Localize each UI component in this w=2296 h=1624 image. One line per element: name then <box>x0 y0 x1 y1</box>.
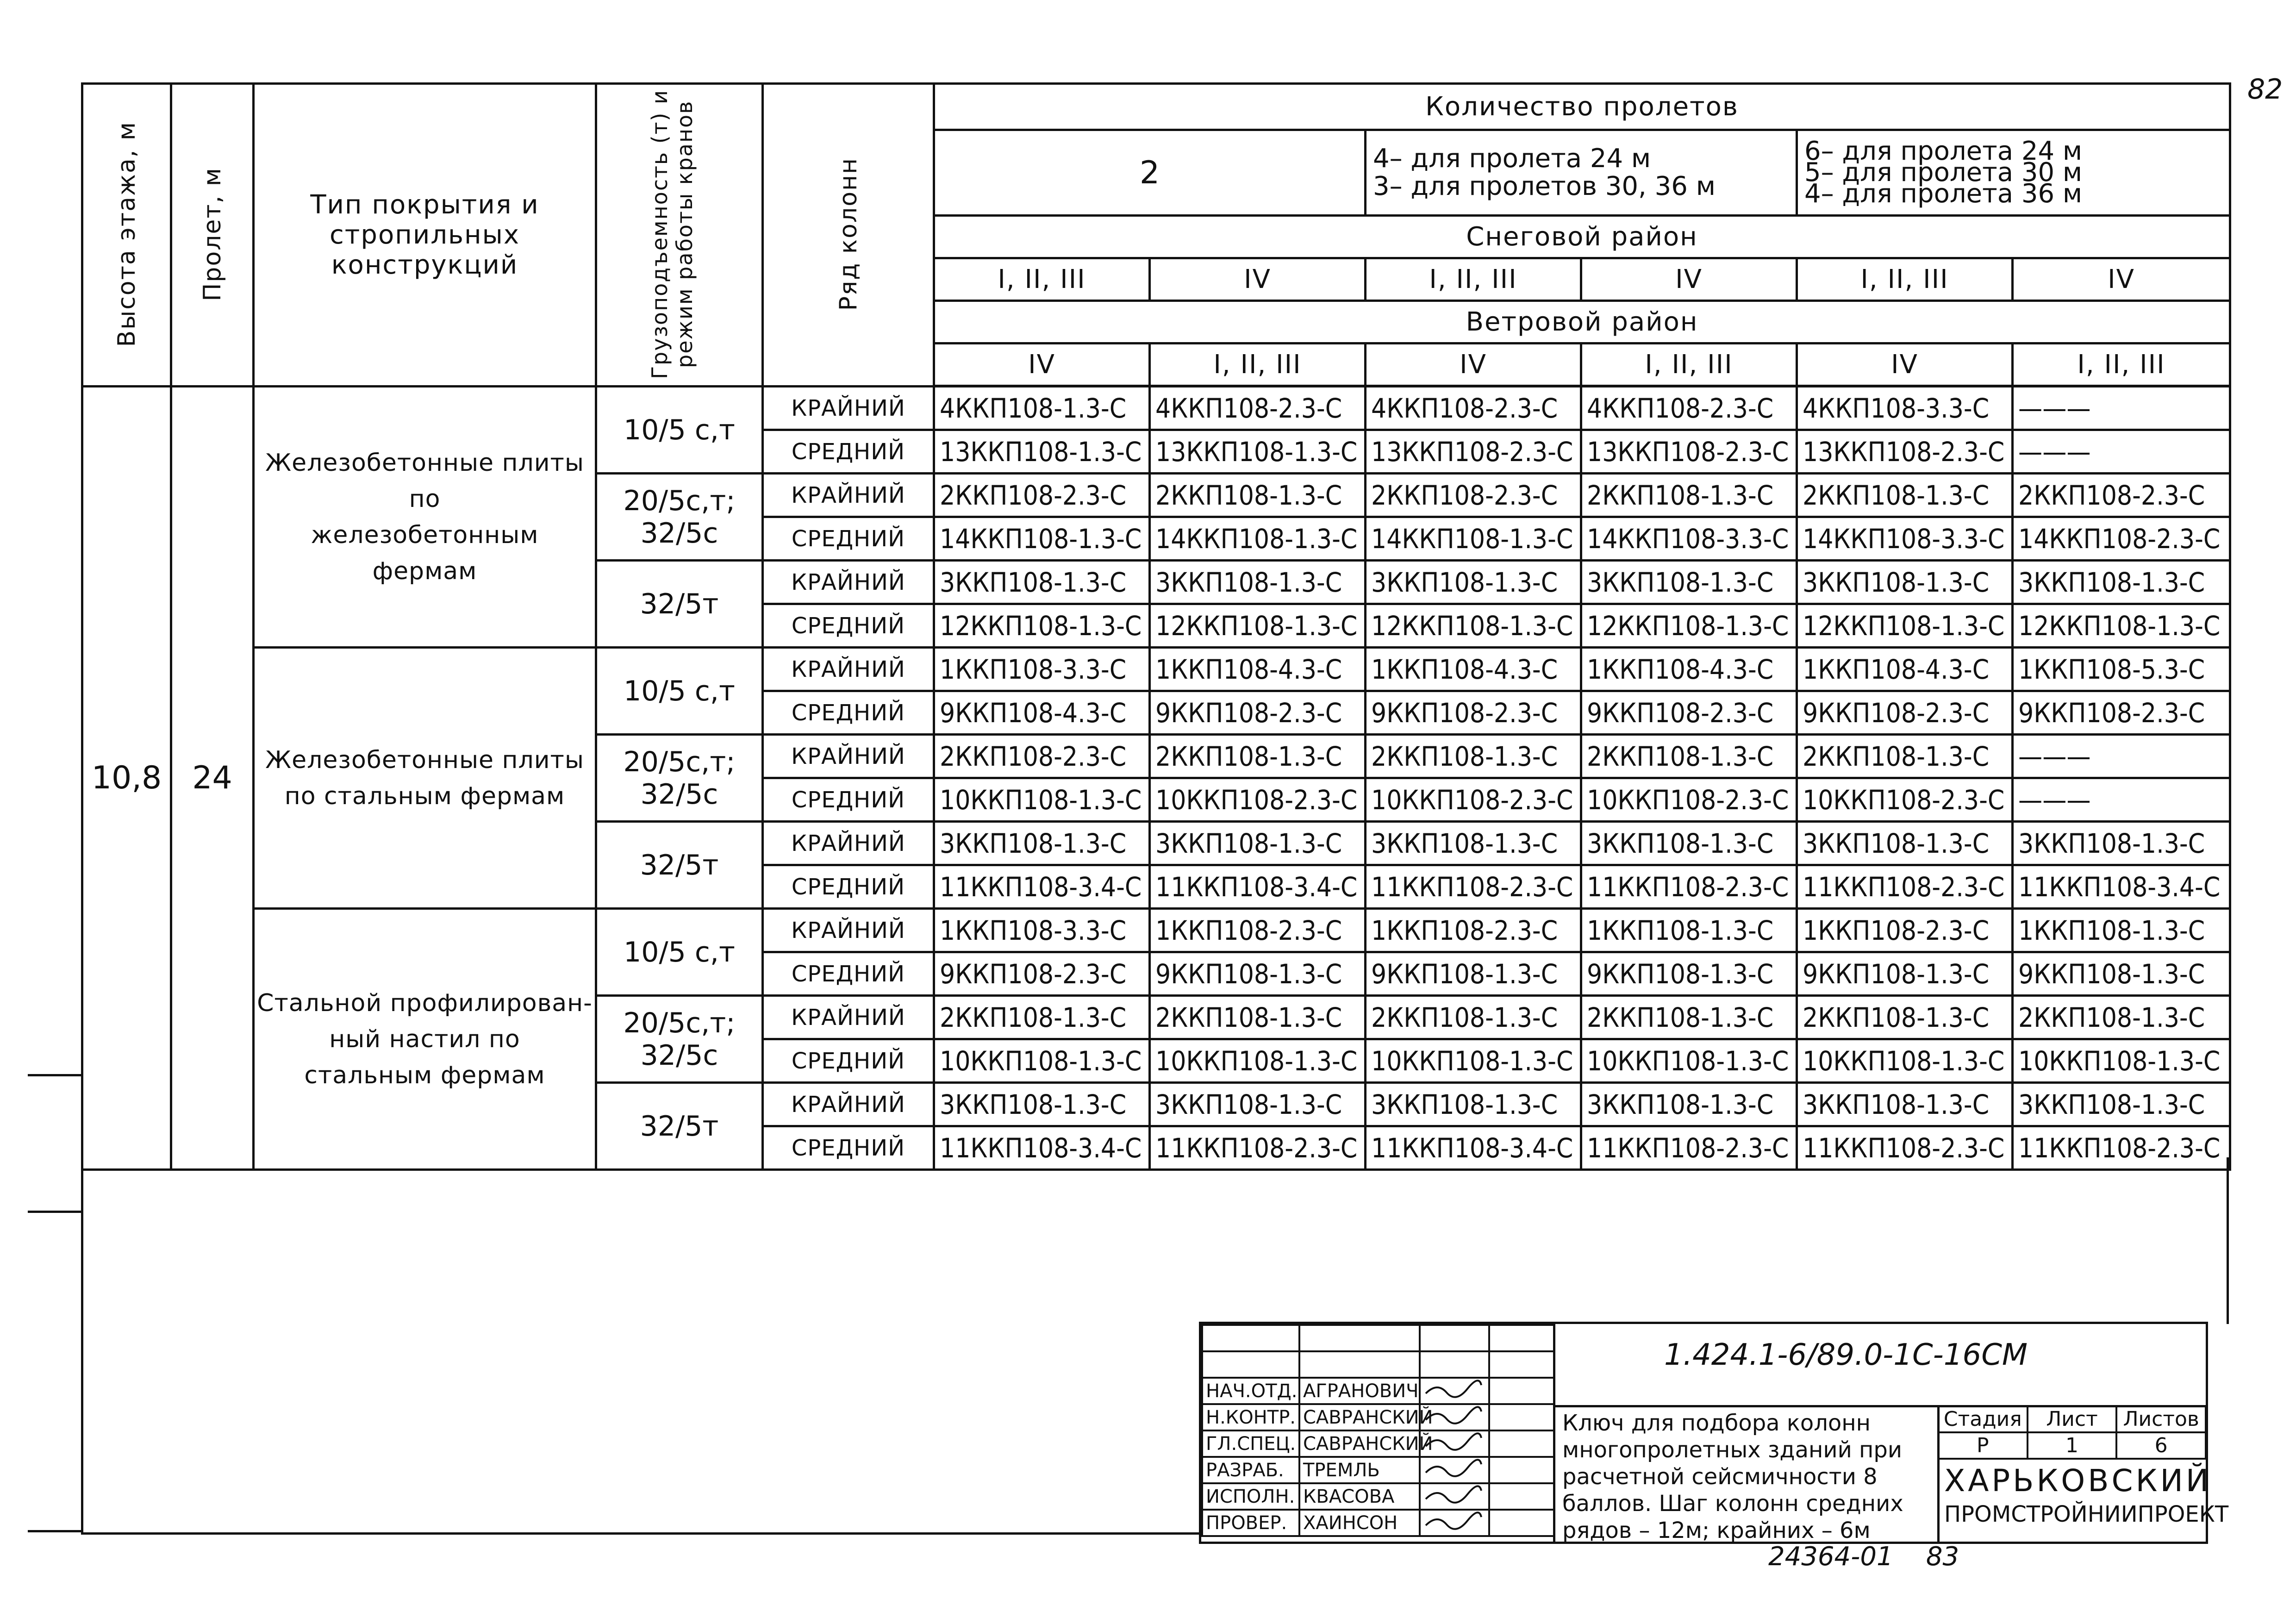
column-row-label: СРЕДНИЙ <box>763 1039 934 1083</box>
column-mark-cell: 14ККП108-1.3-С <box>1150 517 1366 561</box>
wind-region-4: I, II, III <box>1581 344 1797 386</box>
signature-row-empty <box>1202 1351 1554 1378</box>
signature-mark <box>1420 1457 1489 1483</box>
column-mark-cell: 9ККП108-2.3-С <box>1150 691 1366 735</box>
column-mark-cell: 2ККП108-1.3-С <box>1581 735 1797 778</box>
column-mark-cell: 11ККП108-3.4-С <box>934 1126 1150 1170</box>
signature-mark <box>1420 1404 1489 1430</box>
column-mark-cell: 10ККП108-1.3-С <box>934 1039 1150 1083</box>
cover-type-line: Железобетонные плиты <box>265 746 584 774</box>
signature-empty-cell <box>1420 1325 1489 1351</box>
column-row-label: КРАЙНИЙ <box>763 735 934 778</box>
column-mark-cell: 2ККП108-1.3-С <box>1366 735 1581 778</box>
signature-scribble <box>1423 1432 1484 1451</box>
column-mark-cell: 10ККП108-1.3-С <box>1366 1039 1581 1083</box>
wind-region-5: IV <box>1797 344 2013 386</box>
signature-name: ТРЕМЛЬ <box>1299 1457 1420 1483</box>
column-mark-cell: 1ККП108-2.3-С <box>1797 909 2013 952</box>
wind-region-2: I, II, III <box>1150 344 1366 386</box>
column-mark-cell: 12ККП108-1.3-С <box>1366 604 1581 648</box>
column-mark-cell: 1ККП108-2.3-С <box>1150 909 1366 952</box>
signature-date <box>1489 1430 1554 1457</box>
column-mark-cell: 2ККП108-2.3-С <box>1366 474 1581 517</box>
column-mark-cell: 2ККП108-1.3-С <box>1797 474 2013 517</box>
column-mark-cell: 4ККП108-2.3-С <box>1366 387 1581 430</box>
signature-role: Н.КОНТР. <box>1202 1404 1299 1430</box>
column-mark-cell: 2ККП108-1.3-С <box>1581 474 1797 517</box>
column-mark-cell: 14ККП108-2.3-С <box>2013 517 2230 561</box>
span-value: 24 <box>171 387 254 1170</box>
signature-mark <box>1420 1430 1489 1457</box>
signature-role: РАЗРАБ. <box>1202 1457 1299 1483</box>
stage-value: Р <box>1938 1432 2028 1459</box>
signature-name: АГРАНОВИЧ <box>1299 1378 1420 1404</box>
column-mark-cell: 4ККП108-3.3-С <box>1797 387 2013 430</box>
column-mark-cell: 10ККП108-2.3-С <box>1797 778 2013 822</box>
archive-number: 24364-01 83 <box>1768 1542 1959 1572</box>
column-mark-cell: 3ККП108-1.3-С <box>1581 1083 1797 1126</box>
header-column-row: Ряд колонн <box>763 84 934 387</box>
sheets-label: Листов <box>2116 1406 2206 1432</box>
signature-row <box>1202 1430 1554 1457</box>
drawing-description: Ключ для подбора колонн многопролетных зданий при расчетной сейсмичности 8 баллов. Шаг колонн средних рядов – 12м; крайних – 6м <box>1562 1410 1903 1543</box>
column-mark-cell: 9ККП108-2.3-С <box>934 952 1150 996</box>
column-row-label: СРЕДНИЙ <box>763 517 934 561</box>
column-mark-cell: 2ККП108-2.3-С <box>934 474 1150 517</box>
signature-name: САВРАНСКИЙ <box>1299 1430 1420 1457</box>
signature-date <box>1489 1510 1554 1536</box>
signature-row <box>1202 1404 1554 1430</box>
signature-row <box>1202 1457 1554 1483</box>
column-mark-cell: 2ККП108-2.3-С <box>2013 474 2230 517</box>
column-mark-cell: 3ККП108-1.3-С <box>1150 1083 1366 1126</box>
column-mark-cell: 9ККП108-2.3-С <box>2013 691 2230 735</box>
page-number: 82 <box>2247 73 2283 106</box>
snow-region-1: I, II, III <box>934 258 1150 301</box>
signature-empty-cell <box>1489 1325 1554 1351</box>
column-mark-cell: 9ККП108-1.3-С <box>2013 952 2230 996</box>
column-mark-cell: ——— <box>2013 387 2230 430</box>
column-mark-cell: 13ККП108-1.3-С <box>934 430 1150 474</box>
snow-region-5: I, II, III <box>1797 258 2013 301</box>
column-mark-cell: 14ККП108-3.3-С <box>1581 517 1797 561</box>
header-cover-type: Тип покрытия и стропильных конструкций <box>254 84 596 387</box>
column-mark-cell: 11ККП108-3.4-С <box>934 865 1150 909</box>
column-mark-cell: 2ККП108-1.3-С <box>1150 735 1366 778</box>
column-mark-cell: 3ККП108-1.3-С <box>1150 561 1366 604</box>
column-mark-cell: 9ККП108-4.3-С <box>934 691 1150 735</box>
signature-table <box>1201 1324 1555 1537</box>
column-row-label: КРАЙНИЙ <box>763 648 934 691</box>
column-mark-cell: 10ККП108-2.3-С <box>1150 778 1366 822</box>
column-mark-cell: 11ККП108-3.4-С <box>1150 865 1366 909</box>
signature-empty-cell <box>1489 1351 1554 1378</box>
signature-date <box>1489 1457 1554 1483</box>
signature-name: КВАСОВА <box>1299 1483 1420 1510</box>
header-group-2: 2 <box>934 130 1366 216</box>
signature-date <box>1489 1404 1554 1430</box>
column-mark-cell: 9ККП108-1.3-С <box>1797 952 2013 996</box>
crane-capacity: 10/5 с,т <box>596 387 763 474</box>
snow-region-6: IV <box>2013 258 2230 301</box>
column-mark-cell: 11ККП108-2.3-С <box>1581 865 1797 909</box>
column-row-label: КРАЙНИЙ <box>763 1083 934 1126</box>
column-mark-cell: 2ККП108-2.3-С <box>934 735 1150 778</box>
column-mark-cell: 2ККП108-1.3-С <box>2013 996 2230 1039</box>
column-mark-cell: 14ККП108-1.3-С <box>934 517 1150 561</box>
signature-empty-cell <box>1299 1351 1420 1378</box>
signature-name: ХАИНСОН <box>1299 1510 1420 1536</box>
signature-empty-cell <box>1202 1351 1299 1378</box>
column-row-label: КРАЙНИЙ <box>763 996 934 1039</box>
cover-type-line: по <box>409 485 441 513</box>
column-mark-cell: 1ККП108-1.3-С <box>1581 909 1797 952</box>
column-mark-cell: 3ККП108-1.3-С <box>1150 822 1366 865</box>
column-selection-table <box>81 82 2231 1171</box>
signature-scribble <box>1423 1459 1484 1477</box>
snow-region-2: IV <box>1150 258 1366 301</box>
column-row-label: КРАЙНИЙ <box>763 822 934 865</box>
signature-mark <box>1420 1378 1489 1404</box>
column-mark-cell: 4ККП108-2.3-С <box>1150 387 1366 430</box>
wind-region-3: IV <box>1366 344 1581 386</box>
crane-capacity: 20/5с,т; 32/5с <box>596 996 763 1083</box>
column-mark-cell: 3ККП108-1.3-С <box>1366 1083 1581 1126</box>
signature-date <box>1489 1483 1554 1510</box>
snow-region-3: I, II, III <box>1366 258 1581 301</box>
column-mark-cell: 2ККП108-1.3-С <box>1797 996 2013 1039</box>
column-mark-cell: 4ККП108-2.3-С <box>1581 387 1797 430</box>
column-mark-cell: 2ККП108-1.3-С <box>1150 474 1366 517</box>
signature-scribble <box>1423 1406 1484 1424</box>
column-mark-cell: ——— <box>2013 430 2230 474</box>
stage-table <box>1937 1405 2207 1460</box>
cover-type-line: железобетонным фермам <box>311 521 539 585</box>
column-mark-cell: 3ККП108-1.3-С <box>1581 822 1797 865</box>
signature-row <box>1202 1378 1554 1404</box>
cover-type-line: по стальным фермам <box>284 782 565 810</box>
column-mark-cell: 1ККП108-3.3-С <box>934 909 1150 952</box>
column-mark-cell: 3ККП108-1.3-С <box>1797 561 2013 604</box>
column-mark-cell: 9ККП108-2.3-С <box>1797 691 2013 735</box>
sheet-value: 1 <box>2028 1432 2117 1459</box>
signature-role: НАЧ.ОТД. <box>1202 1378 1299 1404</box>
header-wind-region: Ветровой район <box>934 301 2230 344</box>
column-mark-cell: 9ККП108-2.3-С <box>1366 691 1581 735</box>
column-mark-cell: 4ККП108-1.3-С <box>934 387 1150 430</box>
signature-name: САВРАНСКИЙ <box>1299 1404 1420 1430</box>
column-mark-cell: 3ККП108-1.3-С <box>934 1083 1150 1126</box>
column-mark-cell: 11ККП108-2.3-С <box>1797 1126 2013 1170</box>
column-mark-cell: 9ККП108-1.3-С <box>1150 952 1366 996</box>
column-row-label: СРЕДНИЙ <box>763 1126 934 1170</box>
column-row-label: КРАЙНИЙ <box>763 474 934 517</box>
column-mark-cell: 3ККП108-1.3-С <box>934 822 1150 865</box>
column-mark-cell: 1ККП108-2.3-С <box>1366 909 1581 952</box>
header-snow-region: Снеговой район <box>934 216 2230 258</box>
column-mark-cell: 9ККП108-1.3-С <box>1366 952 1581 996</box>
signature-empty-cell <box>1299 1325 1420 1351</box>
column-mark-cell: 3ККП108-1.3-С <box>2013 822 2230 865</box>
column-row-label: СРЕДНИЙ <box>763 778 934 822</box>
header-group-right: 6– для пролета 24 м 5– для пролета 30 м 4– для пролета 36 м <box>1797 130 2230 216</box>
column-mark-cell: ——— <box>2013 778 2230 822</box>
signature-scribble <box>1423 1485 1484 1504</box>
signature-mark <box>1420 1483 1489 1510</box>
signature-scribble <box>1423 1380 1484 1398</box>
column-mark-cell: 13ККП108-1.3-С <box>1150 430 1366 474</box>
header-crane: Грузоподъемность (т) и режим работы кранов <box>596 84 763 387</box>
column-mark-cell: 11ККП108-2.3-С <box>1366 865 1581 909</box>
column-mark-cell: 1ККП108-3.3-С <box>934 648 1150 691</box>
signature-empty-cell <box>1202 1325 1299 1351</box>
column-mark-cell: 11ККП108-2.3-С <box>1797 865 2013 909</box>
signature-date <box>1489 1378 1554 1404</box>
floor-height-value: 10,8 <box>82 387 171 1170</box>
signature-role: ИСПОЛН. <box>1202 1483 1299 1510</box>
organization-name: ХАРЬКОВСКИЙ ПРОМСТРОЙНИИПРОЕКТ <box>1944 1463 2229 1527</box>
column-mark-cell: 10ККП108-1.3-С <box>1581 1039 1797 1083</box>
crane-capacity: 20/5с,т; 32/5с <box>596 735 763 822</box>
column-mark-cell: 1ККП108-4.3-С <box>1581 648 1797 691</box>
snow-region-4: IV <box>1581 258 1797 301</box>
crane-capacity: 20/5с,т; 32/5с <box>596 474 763 561</box>
column-mark-cell: 3ККП108-1.3-С <box>1797 822 2013 865</box>
cover-type-line: ный настил по <box>329 1025 520 1053</box>
column-mark-cell: 10ККП108-1.3-С <box>934 778 1150 822</box>
cover-type-line: Стальной профилирован- <box>257 989 593 1017</box>
column-mark-cell: 12ККП108-1.3-С <box>1581 604 1797 648</box>
table-row <box>82 909 2230 952</box>
column-mark-cell: ——— <box>2013 735 2230 778</box>
column-row-label: КРАЙНИЙ <box>763 561 934 604</box>
column-mark-cell: 10ККП108-1.3-С <box>1797 1039 2013 1083</box>
column-mark-cell: 11ККП108-3.4-С <box>2013 865 2230 909</box>
column-row-label: СРЕДНИЙ <box>763 952 934 996</box>
header-group-mid: 4– для пролета 24 м 3– для пролетов 30, 36 м <box>1366 130 1797 216</box>
crane-capacity: 32/5т <box>596 822 763 909</box>
column-mark-cell: 1ККП108-4.3-С <box>1797 648 2013 691</box>
column-mark-cell: 9ККП108-1.3-С <box>1581 952 1797 996</box>
column-mark-cell: 14ККП108-1.3-С <box>1366 517 1581 561</box>
column-mark-cell: 10ККП108-1.3-С <box>2013 1039 2230 1083</box>
column-mark-cell: 11ККП108-2.3-С <box>1581 1126 1797 1170</box>
crane-capacity: 10/5 с,т <box>596 909 763 996</box>
stage-label: Стадия <box>1938 1406 2028 1432</box>
signature-row <box>1202 1483 1554 1510</box>
header-span-count: Количество пролетов <box>934 84 2230 130</box>
column-row-label: СРЕДНИЙ <box>763 691 934 735</box>
cover-type <box>254 648 596 909</box>
column-mark-cell: 3ККП108-1.3-С <box>1366 822 1581 865</box>
column-row-label: КРАЙНИЙ <box>763 387 934 430</box>
column-mark-cell: 2ККП108-1.3-С <box>1150 996 1366 1039</box>
column-mark-cell: 2ККП108-1.3-С <box>1581 996 1797 1039</box>
crane-capacity: 10/5 с,т <box>596 648 763 735</box>
cover-type <box>254 387 596 648</box>
column-mark-cell: 9ККП108-2.3-С <box>1581 691 1797 735</box>
column-mark-cell: 11ККП108-2.3-С <box>1150 1126 1366 1170</box>
column-mark-cell: 1ККП108-1.3-С <box>2013 909 2230 952</box>
column-mark-cell: 13ККП108-2.3-С <box>1797 430 2013 474</box>
column-mark-cell: 11ККП108-3.4-С <box>1366 1126 1581 1170</box>
column-mark-cell: 1ККП108-4.3-С <box>1366 648 1581 691</box>
column-mark-cell: 2ККП108-1.3-С <box>1797 735 2013 778</box>
column-mark-cell: 13ККП108-2.3-С <box>1366 430 1581 474</box>
column-mark-cell: 3ККП108-1.3-С <box>1366 561 1581 604</box>
wind-region-1: IV <box>934 344 1150 386</box>
column-row-label: СРЕДНИЙ <box>763 604 934 648</box>
column-row-label: СРЕДНИЙ <box>763 865 934 909</box>
column-mark-cell: 3ККП108-1.3-С <box>1797 1083 2013 1126</box>
column-mark-cell: 3ККП108-1.3-С <box>2013 561 2230 604</box>
crane-capacity: 32/5т <box>596 1083 763 1170</box>
column-mark-cell: 13ККП108-2.3-С <box>1581 430 1797 474</box>
title-block <box>1199 1322 2229 1544</box>
column-mark-cell: 1ККП108-5.3-С <box>2013 648 2230 691</box>
column-mark-cell: 3ККП108-1.3-С <box>1581 561 1797 604</box>
crane-capacity: 32/5т <box>596 561 763 648</box>
column-row-label: СРЕДНИЙ <box>763 430 934 474</box>
signature-row-empty <box>1202 1325 1554 1351</box>
column-mark-cell: 11ККП108-2.3-С <box>2013 1126 2230 1170</box>
cover-type-line: стальным фермам <box>304 1061 545 1089</box>
sheet-label: Лист <box>2028 1406 2117 1432</box>
signature-empty-cell <box>1420 1351 1489 1378</box>
column-mark-cell: 2ККП108-1.3-С <box>934 996 1150 1039</box>
column-mark-cell: 12ККП108-1.3-С <box>1797 604 2013 648</box>
column-mark-cell: 3ККП108-1.3-С <box>2013 1083 2230 1126</box>
column-mark-cell: 3ККП108-1.3-С <box>934 561 1150 604</box>
column-mark-cell: 10ККП108-2.3-С <box>1581 778 1797 822</box>
signature-scribble <box>1423 1512 1484 1530</box>
column-mark-cell: 10ККП108-2.3-С <box>1366 778 1581 822</box>
column-mark-cell: 2ККП108-1.3-С <box>1366 996 1581 1039</box>
header-span: Пролет, м <box>171 84 254 387</box>
column-mark-cell: 12ККП108-1.3-С <box>1150 604 1366 648</box>
column-mark-cell: 1ККП108-4.3-С <box>1150 648 1366 691</box>
column-mark-cell: 14ККП108-3.3-С <box>1797 517 2013 561</box>
sheets-value: 6 <box>2116 1432 2206 1459</box>
column-mark-cell: 12ККП108-1.3-С <box>2013 604 2230 648</box>
cover-type <box>254 909 596 1170</box>
signature-role: ПРОВЕР. <box>1202 1510 1299 1536</box>
cover-type-line: Железобетонные плиты <box>265 449 584 477</box>
signature-mark <box>1420 1510 1489 1536</box>
wind-region-6: I, II, III <box>2013 344 2230 386</box>
column-row-label: КРАЙНИЙ <box>763 909 934 952</box>
column-mark-cell: 10ККП108-1.3-С <box>1150 1039 1366 1083</box>
signature-role: ГЛ.СПЕЦ. <box>1202 1430 1299 1457</box>
document-code: 1.424.1-6/89.0-1С-16СМ <box>1664 1338 2028 1372</box>
column-mark-cell: 12ККП108-1.3-С <box>934 604 1150 648</box>
table-row <box>82 387 2230 430</box>
signature-row <box>1202 1510 1554 1536</box>
header-floor-height: Высота этажа, м <box>82 84 171 387</box>
table-row <box>82 648 2230 691</box>
